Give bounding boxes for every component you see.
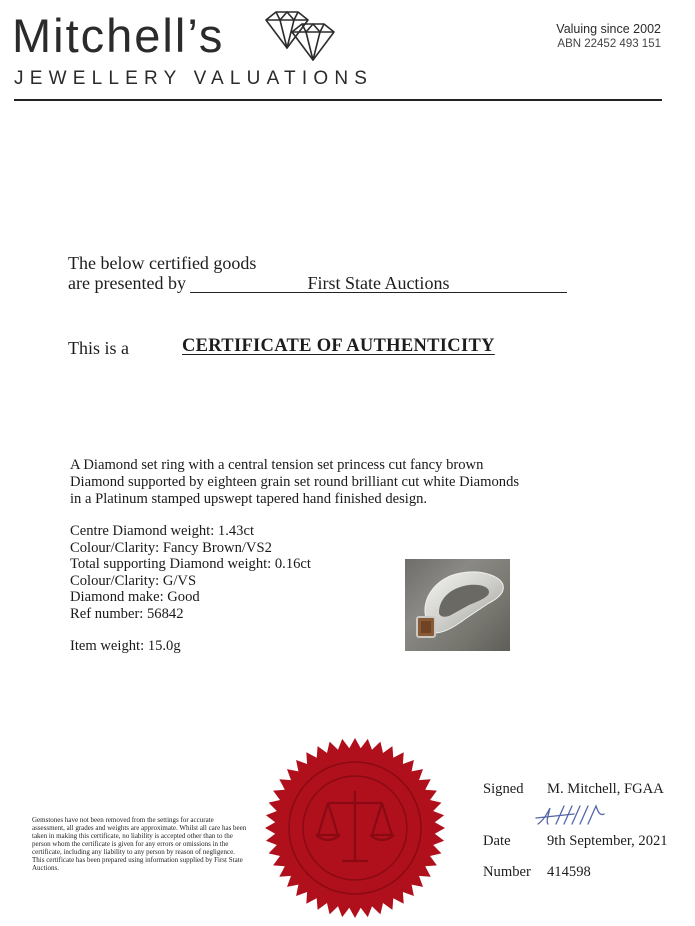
number-label: Number	[483, 864, 531, 880]
detail-line: Colour/Clarity: G/VS	[70, 572, 197, 589]
scales-of-justice-seal-icon	[262, 735, 448, 921]
intro-line-1: The below certified goods	[68, 253, 257, 273]
certificate-prefix: This is a	[68, 338, 129, 358]
detail-line: Total supporting Diamond weight: 0.16ct	[70, 556, 311, 573]
presenter-name: First State Auctions	[190, 274, 567, 293]
handwritten-signature	[534, 802, 606, 830]
description-line: Diamond supported by eighteen grain set round brilliant cut white Diamonds	[70, 474, 520, 490]
presented-by-label: are presented by	[68, 273, 186, 293]
detail-line: Colour/Clarity: Fancy Brown/VS2	[70, 539, 272, 556]
item-description	[70, 457, 519, 508]
detail-line: Ref number: 56842	[70, 605, 184, 622]
brand-name: Mitchell’s	[12, 9, 225, 62]
item-weight: Item weight: 15.0g	[70, 638, 181, 654]
tagline: Valuing since 2002	[556, 22, 661, 36]
ring-photo	[405, 559, 510, 651]
tagline-block	[556, 22, 661, 50]
date-label: Date	[483, 833, 511, 849]
ring-illustration	[405, 559, 510, 651]
certificate-title: CERTIFICATE OF AUTHENTICITY	[182, 336, 495, 356]
signed-label: Signed	[483, 781, 524, 797]
diamond-gems-logo-icon	[262, 10, 342, 62]
signed-value: M. Mitchell, FGAA	[547, 781, 664, 797]
abn-number: ABN 22452 493 151	[557, 38, 661, 50]
disclaimer: Gemstones have not been removed from the settings for accurate assessment, all grades and weights are approximate. Whilst all care has been taken in making this certificate, no liability is accepted other than to the person whom the certificate is given for any errors or omissions in the certificate, including any liability to any person by reason of negligence. This certificate has been prepared using information supplied by First State Auctions.	[32, 816, 247, 872]
detail-line: Centre Diamond weight: 1.43ct	[70, 523, 255, 539]
description-line: A Diamond set ring with a central tension set princess cut fancy brown	[70, 457, 484, 473]
detail-line: Diamond make: Good	[70, 589, 200, 606]
intro-line-2	[68, 272, 567, 294]
number-value: 414598	[547, 864, 591, 880]
date-value: 9th September, 2021	[547, 833, 668, 849]
item-details	[70, 523, 311, 623]
brand-subtitle: JEWELLERY VALUATIONS	[14, 68, 374, 89]
description-line: in a Platinum stamped upswept tapered hand finished design.	[70, 491, 428, 507]
header-divider	[14, 99, 662, 101]
